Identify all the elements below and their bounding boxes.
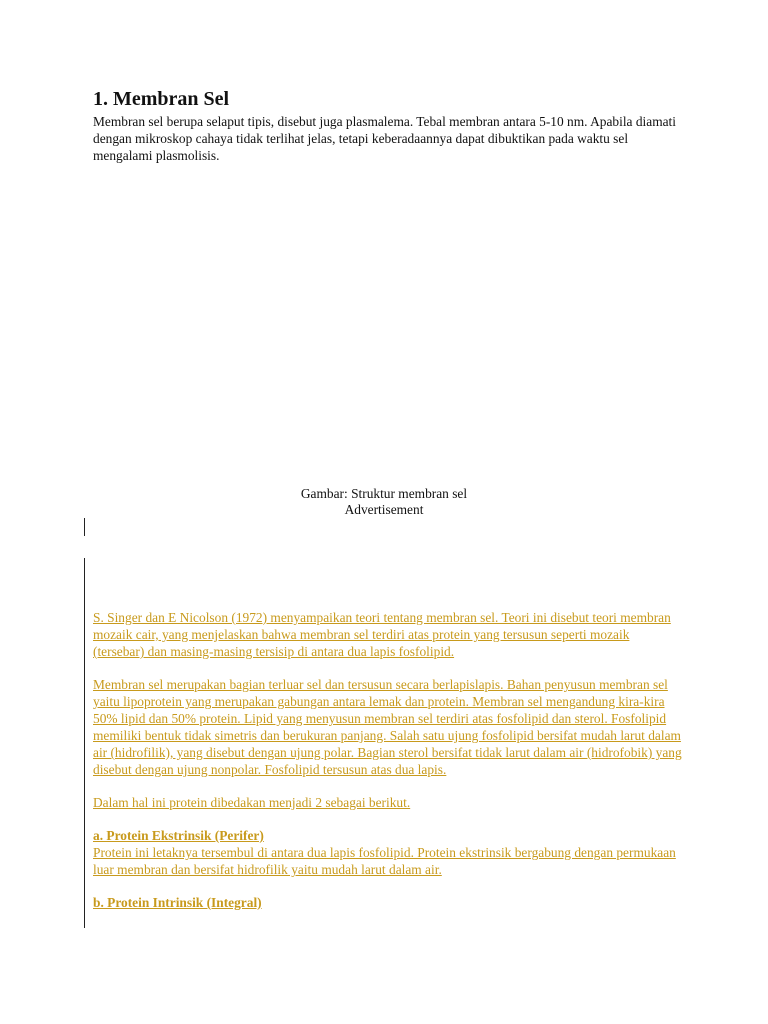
margin-bar <box>84 558 85 928</box>
intro-paragraph: Membran sel berupa selaput tipis, disebut juga plasmalema. Tebal membran antara 5-10 nm. Apabila diamati dengan mikroskop cahaya tidak terlihat jelas, tetapi keberadaannya dapat dibuktikan pada waktu sel mengalami plasmolisis. <box>93 114 677 163</box>
body-text <box>93 609 683 911</box>
protein-ekstrinsik-block <box>93 827 683 878</box>
subheading-b-link[interactable]: b. Protein Intrinsik (Integral) <box>93 895 262 910</box>
paragraph-link[interactable]: S. Singer dan E Nicolson (1972) menyampaikan teori tentang membran sel. Teori ini disebut teori membran mozaik cair, yang menjelaskan bahwa membran sel terdiri atas protein yang tersusun seperti mozaik (tersebar) dan masing-masing tersisip di antara dua lapis fosfolipid. <box>93 610 671 659</box>
paragraph-link[interactable]: Dalam hal ini protein dibedakan menjadi 2 sebagai berikut. <box>93 795 411 810</box>
text-cursor-bar <box>84 518 85 536</box>
section-heading: 1. Membran Sel <box>93 88 230 110</box>
subheading-a-link[interactable]: a. Protein Ekstrinsik (Perifer) <box>93 828 264 843</box>
figure-caption: Gambar: Struktur membran sel <box>300 486 468 501</box>
paragraph-a-link[interactable]: Protein ini letaknya tersembul di antara dua lapis fosfolipid. Protein ekstrinsik bergabung dengan permukaan luar membran dan bersifat hidrofilik yaitu mudah larut dalam air. <box>93 845 676 877</box>
figure-placeholder <box>93 170 683 480</box>
advertisement-label: Advertisement <box>344 502 424 517</box>
paragraph-link[interactable]: Membran sel merupakan bagian terluar sel dan tersusun secara berlapislapis. Bahan penyusun membran sel yaitu lipoprotein yang merupakan gabungan antara lemak dan protein. Membran sel mengandung kira-kira 50% lipid dan 50% protein. Lipid yang menyusun membran sel terdiri atas fosfolipid dan sterol. Fosfolipid memiliki bentuk tidak simetris dan berukuran panjang. Salah satu ujung fosfolipid bersifat mudah larut dalam air (hidrofilik), yang disebut dengan ujung polar. Bagian sterol bersifat tidak larut dalam air (hidrofobik) yang disebut dengan ujung nonpolar. Fosfolipid tersusun atas dua lapis. <box>93 677 682 777</box>
